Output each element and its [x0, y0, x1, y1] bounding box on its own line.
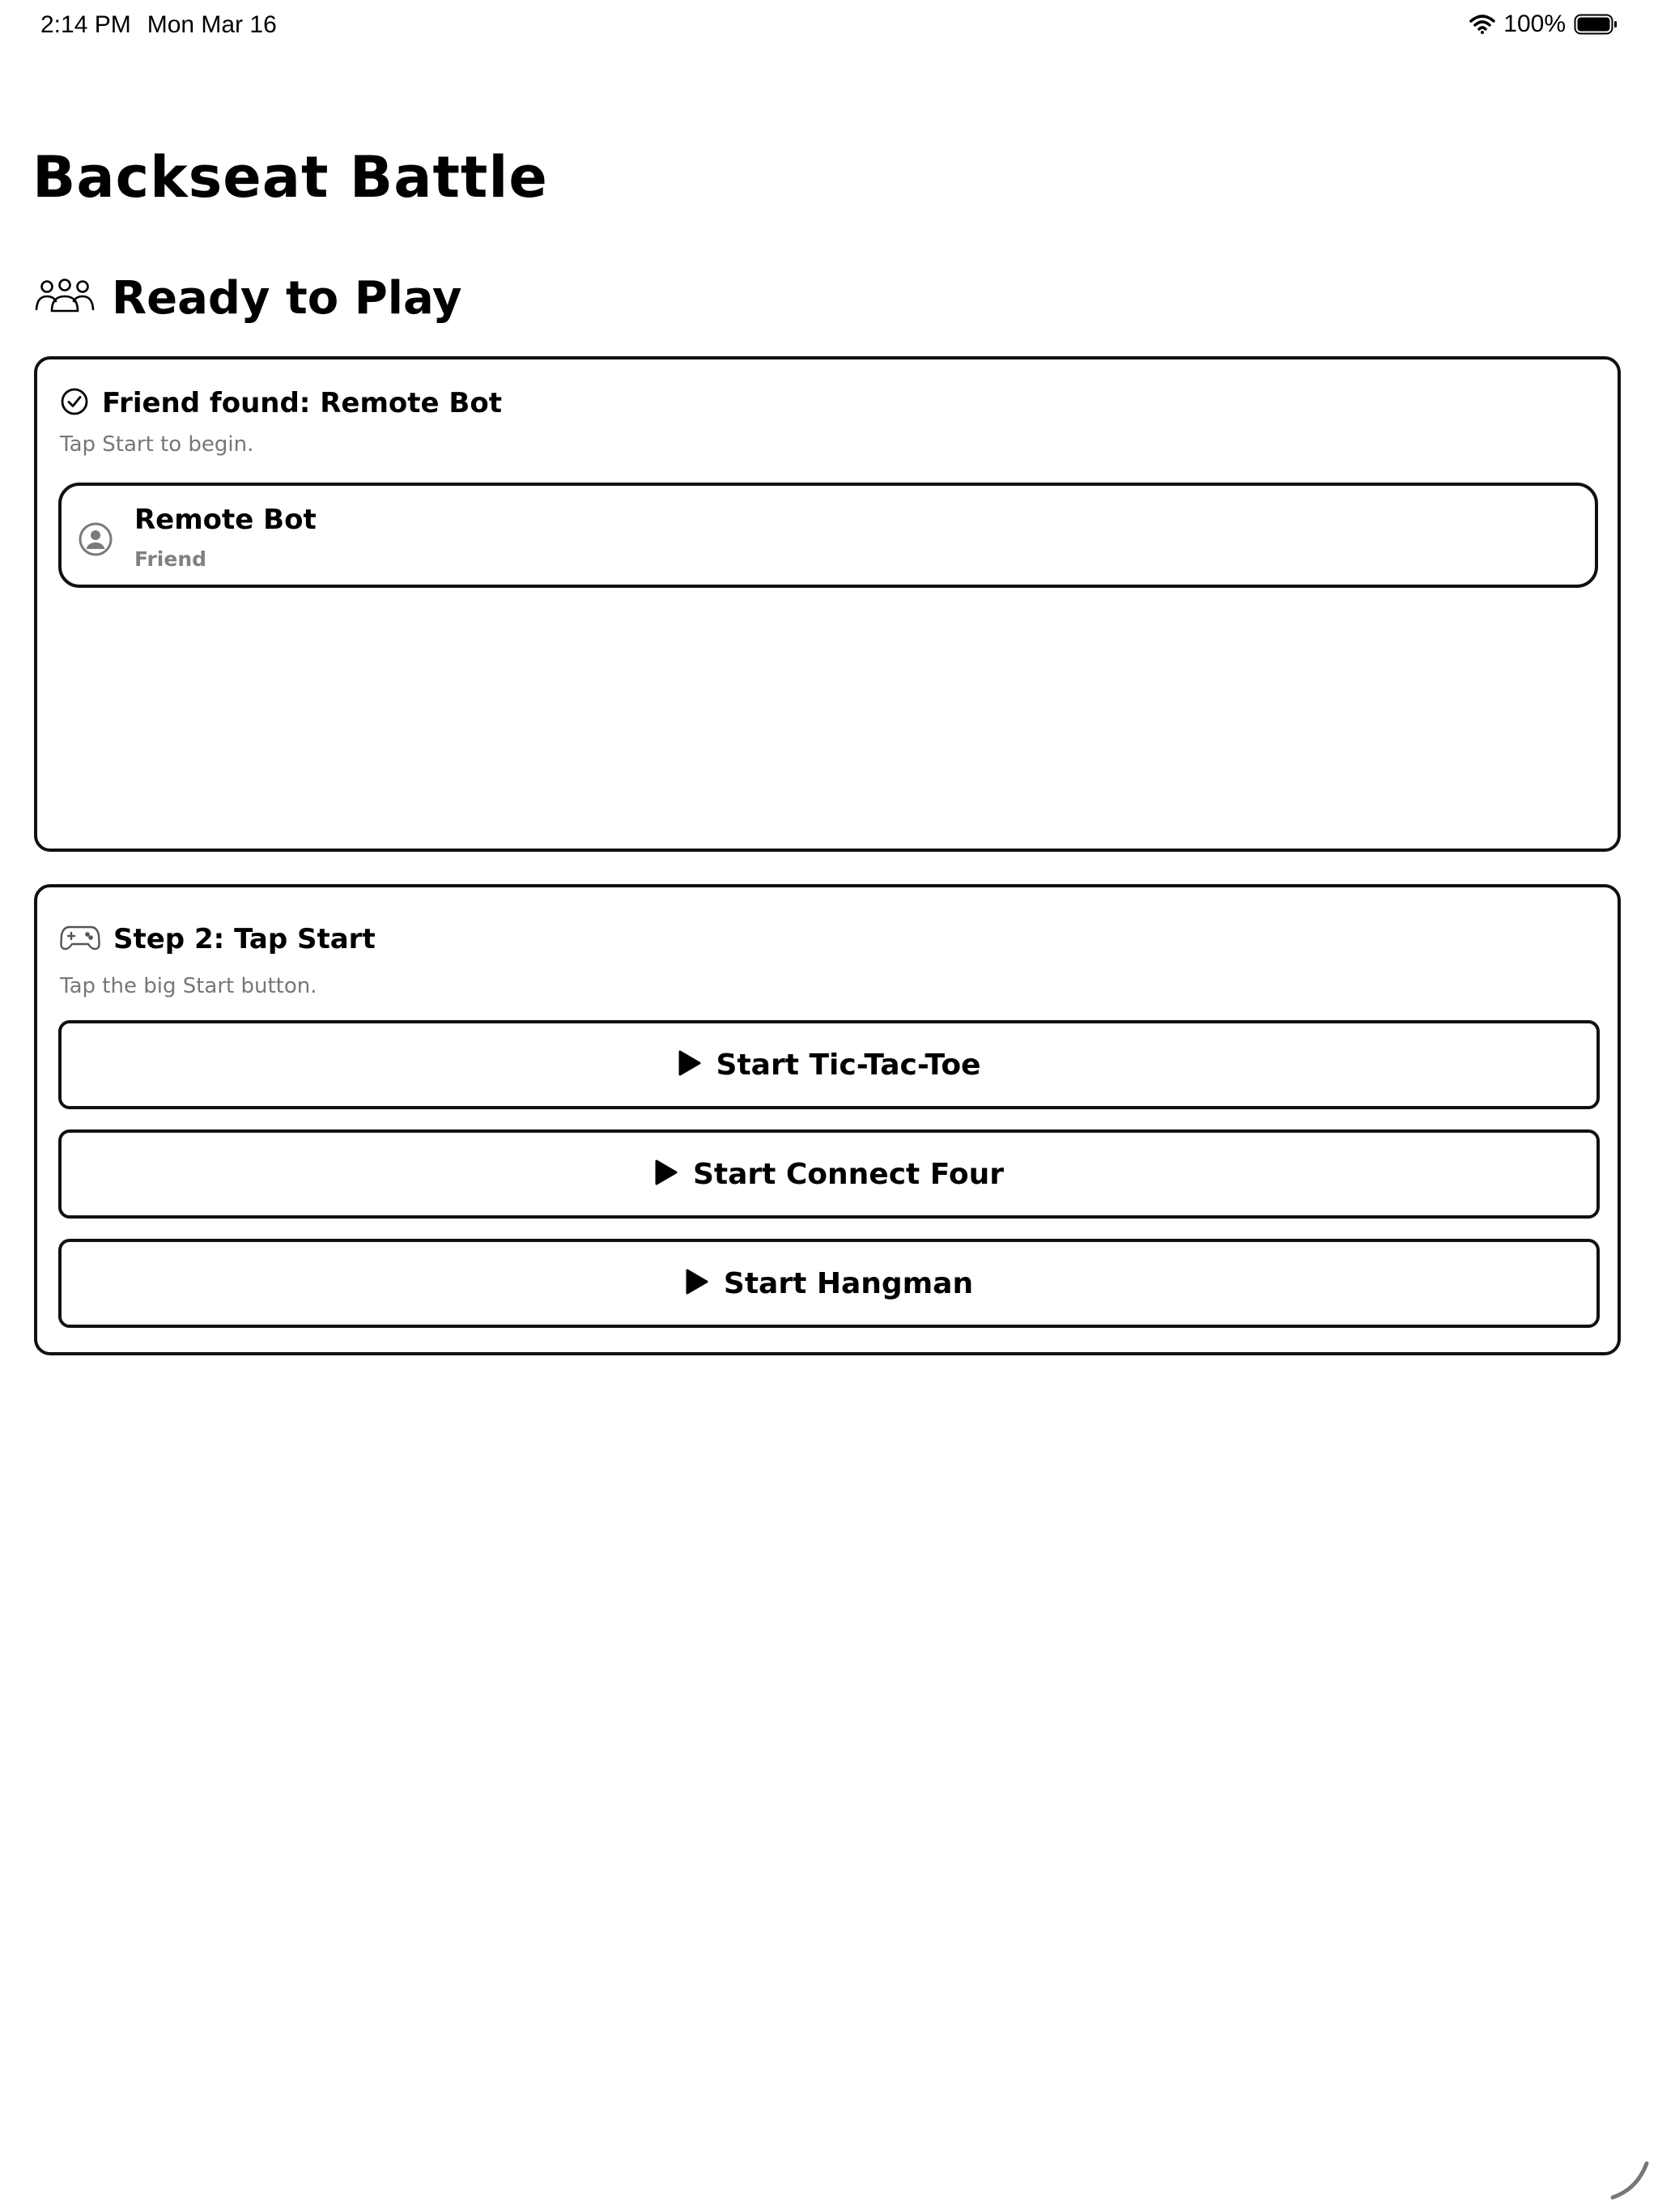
button-label: Start Hangman — [723, 1266, 974, 1300]
button-label: Start Connect Four — [692, 1157, 1005, 1191]
friend-card-subtitle: Tap Start to begin. — [60, 432, 254, 457]
friend-role: Friend — [134, 547, 207, 571]
section-heading — [34, 267, 462, 329]
status-date: Mon Mar 16 — [147, 11, 277, 38]
start-hangman-button[interactable] — [58, 1239, 1600, 1328]
corner-handle-icon[interactable] — [1606, 2157, 1652, 2206]
status-bar — [0, 0, 1658, 52]
app-title: Backseat Battle — [32, 144, 548, 211]
people-group-icon — [34, 279, 96, 317]
person-circle-icon — [78, 521, 113, 560]
play-icon — [685, 1268, 709, 1299]
friend-name: Remote Bot — [134, 504, 317, 536]
start-tic-tac-toe-button[interactable] — [58, 1020, 1600, 1109]
status-time: 2:14 PM — [40, 11, 131, 38]
status-time-date — [40, 11, 277, 39]
friend-list-item[interactable] — [58, 483, 1598, 588]
friend-card-title: Friend found: Remote Bot — [102, 387, 502, 419]
checkmark-circle-icon — [60, 387, 89, 419]
start-game-card — [34, 884, 1621, 1355]
start-card-title: Step 2: Tap Start — [113, 923, 376, 955]
section-heading-text: Ready to Play — [112, 271, 462, 325]
wifi-icon — [1469, 15, 1495, 34]
battery-percent: 100% — [1503, 11, 1566, 37]
button-label: Start Tic-Tac-Toe — [716, 1048, 981, 1082]
start-card-subtitle: Tap the big Start button. — [60, 974, 317, 998]
play-icon — [678, 1049, 702, 1080]
start-card-header — [60, 917, 376, 962]
play-icon — [654, 1159, 678, 1189]
battery-full-icon — [1574, 14, 1618, 35]
status-indicators — [1469, 10, 1618, 39]
start-connect-four-button[interactable] — [58, 1129, 1600, 1219]
gamecontroller-icon — [60, 924, 100, 955]
friend-found-card — [34, 356, 1621, 852]
friend-card-header — [60, 382, 502, 424]
